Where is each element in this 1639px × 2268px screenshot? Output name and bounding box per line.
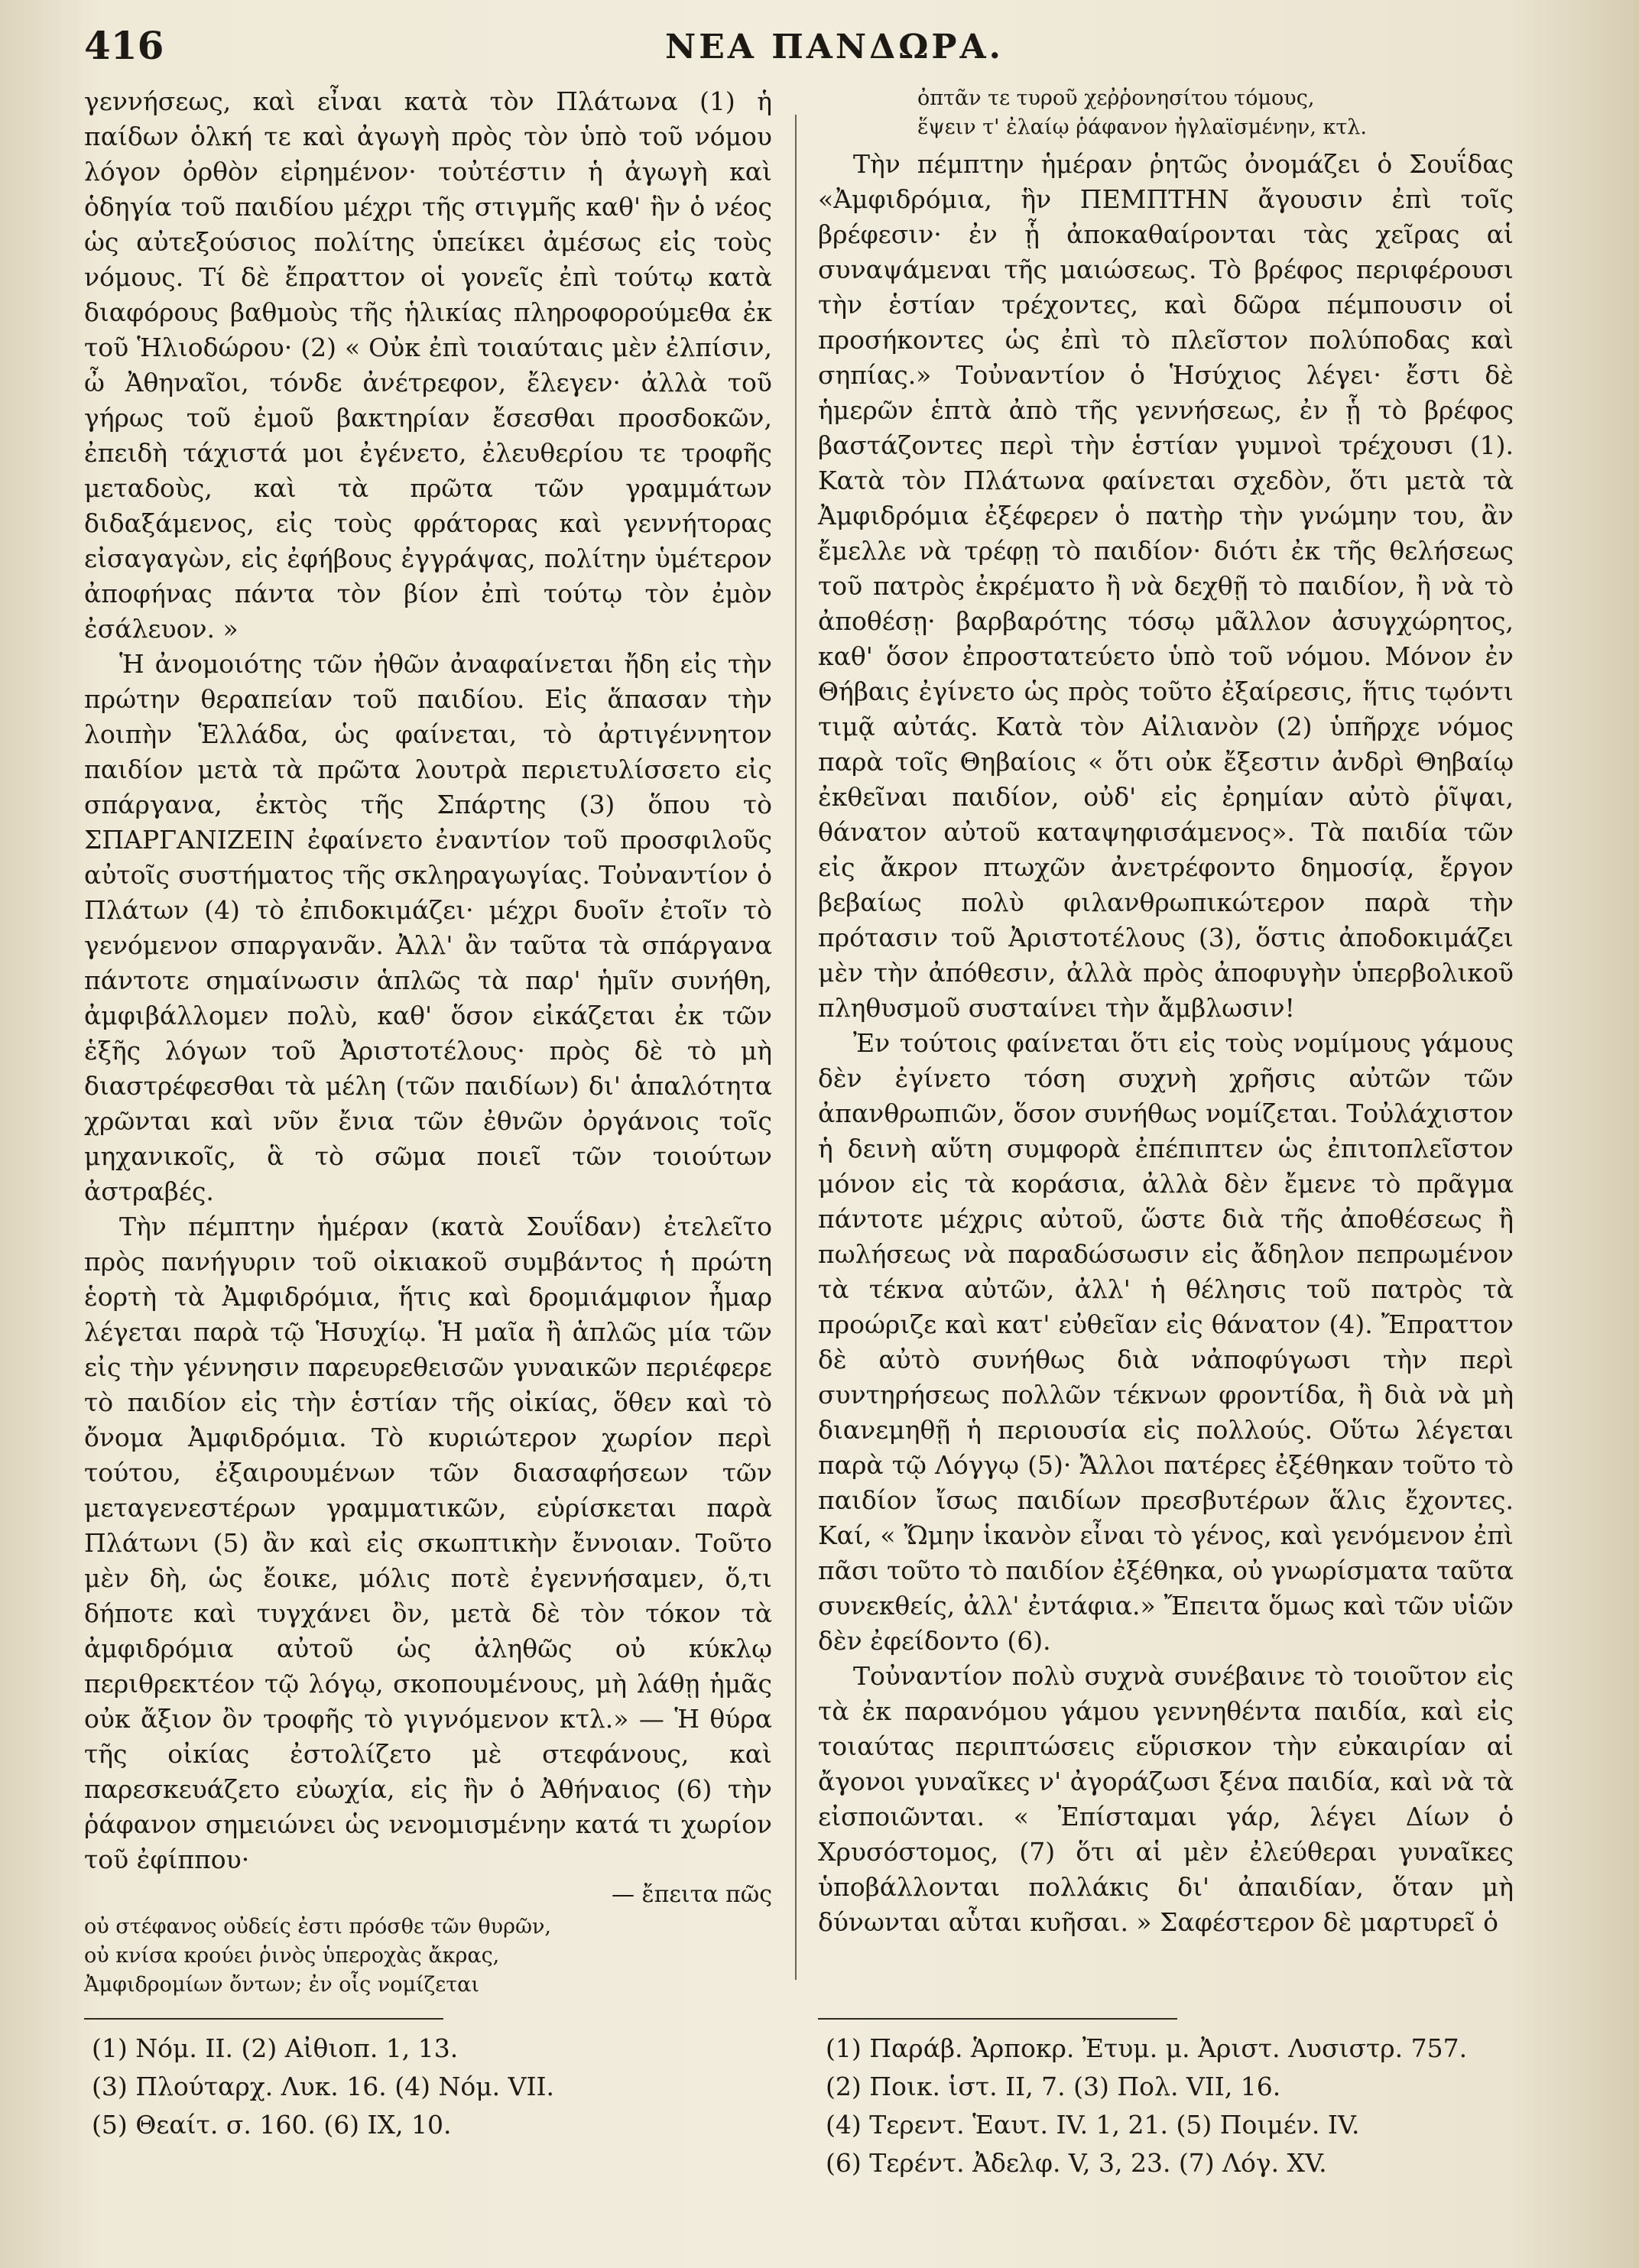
verse-line: ἕψειν τ' ἐλαίῳ ῥάφανον ἠγλαϊσμένην, κτλ. [917, 115, 1367, 139]
left-paragraph-3: Τὴν πέμπτην ἡμέραν (κατὰ Σουΐδαν) ἐτελεῖτο πρὸς πανήγυριν τοῦ οἰκιακοῦ συμβάντος ἡ πρώτη ἑορτὴ τὰ Ἀμφιδρόμια, ἥτις καὶ δρομιάμφιον ἦμαρ λέγεται παρὰ τῷ Ἡσυχίῳ. Ἡ μαῖα ἢ ἁπλῶς μία τῶν εἰς τὴν γέννησιν παρευρεθεισῶν γυναικῶν περιέφερε τὸ παιδίον εἰς τὴν ἑστίαν τῆς οἰκίας, ὅθεν καὶ τὸ ὄνομα Ἀμφιδρόμια. Τὸ κυριώτερον χωρίον περὶ τούτου, ἐξαιρουμένων τῶν διασαφήσεων τῶν μεταγενεστέρων γραμματικῶν, εὑρίσκεται παρὰ Πλάτωνι (5) ἂν καὶ εἰς σκωπτικὴν ἔννοιαν. Τοῦτο μὲν δὴ, ὡς ἔοικε, μόλις ποτὲ ἐγεννήσαμεν, ὅ,τι δήποτε καὶ τυγχάνει ὂν, μετὰ δὲ τὸν τόκον τὰ ἀμφιδρόμια αὐτοῦ ὡς ἀληθῶς οὐ κύκλῳ περιθρεκτέον τῷ λόγῳ, σκοπουμένους, μὴ λάθῃ ἡμᾶς οὐκ ἄξιον ὂν τροφῆς τὸ γιγνόμενον κτλ.» — Ἡ θύρα τῆς οἰκίας ἐστολίζετο μὲ στεφάνους, καὶ παρεσκευάζετο εὐωχία, εἰς ἣν ὁ Ἀθήναιος (6) τὴν ῥάφανον σημειώνει ὡς νενομισμένην κατά τι χωρίον τοῦ ἐφίππου· [84, 1212, 772, 1874]
footnote-rule [84, 2018, 443, 2020]
right-column [818, 84, 1514, 1972]
footnote-rule [818, 2018, 1177, 2020]
right-paragraph-3: Τοὐναντίον πολὺ συχνὰ συνέβαινε τὸ τοιοῦτον εἰς τὰ ἐκ παρανόμου γάμου γεννηθέντα παιδία, καὶ εἰς τοιαύτας περιπτώσεις εὕρισκον τὴν εὐκαιρίαν αἱ ἄγονοι γυναῖκες ν' ἀγοράζωσι ξένα παιδία, καὶ νὰ τὰ εἰσποιῶνται. « Ἐπίσταμαι γάρ, λέγει Δίων ὁ Χρυσόστομος, (7) ὅτι αἱ μὲν ἐλεύθεραι γυναῖκες ὑποβάλλονται πολλάκις δι' ἀπαιδίαν, ὅταν μὴ δύνωνται αὗται κυῆσαι. » Σαφέστερον δὲ μαρτυρεῖ ὁ [818, 1661, 1514, 1937]
footnote: (3) Πλούταρχ. Λυκ. 16. (4) Νόμ. VII. [92, 2072, 555, 2101]
footnote: (1) Παράβ. Ἁρποκρ. Ἐτυμ. μ. Ἀριστ. Λυσιστρ. 757. [826, 2033, 1468, 2063]
footnotes-left [92, 2030, 780, 2144]
verse-line: Ἀμφιδρομίων ὄντων; ἐν οἷς νομίζεται [84, 1973, 479, 1997]
page-header [84, 23, 1532, 72]
footnote: (2) Ποικ. ἱστ. ΙΙ, 7. (3) Πολ. VII, 16. [826, 2072, 1281, 2101]
page-number: 416 [84, 23, 164, 68]
verse-line: ὀπτᾶν τε τυροῦ χεῤῥονησίτου τόμους, [917, 86, 1315, 110]
footnote: (5) Θεαίτ. σ. 160. (6) IX, 10. [92, 2110, 452, 2140]
running-title: ΝΕΑ ΠΑΝΔΩΡΑ. [665, 28, 1004, 67]
verse-line: οὐ κνίσα κρούει ῥινὸς ὑπεροχὰς ἄκρας, [84, 1944, 500, 1968]
footnotes-right [826, 2030, 1514, 2182]
verse-lead: — ἔπειτα πῶς [611, 1881, 772, 1908]
verse-line: οὐ στέφανος οὐδείς ἐστι πρόσθε τῶν θυρῶν, [84, 1915, 551, 1939]
footnote: (6) Τερέντ. Ἀδελφ. V, 3, 23. (7) Λόγ. XV. [826, 2148, 1327, 2178]
column-divider [795, 115, 797, 1980]
right-paragraph-2: Ἐν τούτοις φαίνεται ὅτι εἰς τοὺς νομίμους γάμους δὲν ἐγίνετο τόση συχνὴ χρῆσις αὐτῶν τῶν ἀπανθρωπιῶν, ὅσον συνήθως νομίζεται. Τοὐλάχιστον ἡ δεινὴ αὕτη συμφορὰ ἐπέπιπτεν ὡς ἐπιτοπλεῖστον μόνον εἰς τὰ κοράσια, ἀλλὰ δὲν ἔμενε τὸ πρᾶγμα πάντοτε μέχρις αὐτοῦ, ὥστε διὰ τῆς ἀποθέσεως ἢ πωλήσεως νὰ παραδώσωσιν εἰς ἄδηλον πεπρωμένον τὰ τέκνα αὐτῶν, ἀλλ' ἡ θέλησις τοῦ πατρὸς τὰ προώριζε καὶ κατ' εὐθεῖαν εἰς θάνατον (4). Ἔπραττον δὲ αὐτὸ συνήθως διὰ νἀποφύγωσι τὴν περὶ συντηρήσεως πολλῶν τέκνων φροντίδα, ἢ διὰ νὰ μὴ διανεμηθῇ ἡ περιουσία εἰς πολλούς. Οὕτω λέγεται παρὰ τῷ Λόγγῳ (5)· Ἄλλοι πατέρες ἐξέθηκαν τοῦτο τὸ παιδίον ἴσως παιδίων πρεσβυτέρων ἅλις ἔχοντες. Καί, « Ὤμην ἱκανὸν εἶναι τὸ γένος, καὶ γενόμενον ἐπὶ πᾶσι τοῦτο τὸ παιδίον ἐξέθηκα, οὐ γνωρίσματα ταῦτα συνεκθείς, ἀλλ' ἐντάφια.» Ἔπειτα ὅμως καὶ τῶν υἱῶν δὲν ἐφείδοντο (6). [818, 1028, 1514, 1656]
right-paragraph-1: Τὴν πέμπτην ἡμέραν ῥητῶς ὀνομάζει ὁ Σουΐδας «Ἀμφιδρόμια, ἣν ΠΕΜΠΤΗΝ ἄγουσιν ἐπὶ τοῖς βρέφεσιν· ἐν ᾗ ἀποκαθαίρονται τὰς χεῖρας αἱ συναψάμεναι τῆς μαιώσεως. Τὸ βρέφος περιφέρουσι τὴν ἑστίαν τρέχοντες, καὶ δῶρα πέμπουσιν οἱ προσήκοντες ὡς ἐπὶ τὸ πλεῖστον πολύποδας καὶ σηπίας.» Τοὐναντίον ὁ Ἡσύχιος λέγει· ἔστι δὲ ἡμερῶν ἑπτὰ ἀπὸ τῆς γεννήσεως, ἐν ᾗ τὸ βρέφος βαστάζοντες περὶ τὴν ἑστίαν γυμνοὶ τρέχουσι (1). Κατὰ τὸν Πλάτωνα φαίνεται σχεδὸν, ὅτι μετὰ τὰ Ἀμφιδρόμια ἐξέφερεν ὁ πατὴρ τὴν γνώμην του, ἂν ἔμελλε νὰ τρέφῃ τὸ παιδίον· διότι ἐκ τῆς θελήσεως τοῦ πατρὸς ἐκρέματο ἢ νὰ δεχθῇ τὸ παιδίον, ἢ νὰ τὸ ἀποθέσῃ· βαρβαρότης τόσῳ μᾶλλον ἀσυγχώρητος, καθ' ὅσον ἐπροστατεύετο ὑπὸ τοῦ νόμου. Μόνον ἐν Θήβαις ἐγίνετο ὡς πρὸς τοῦτο ἐξαίρεσις, ἥτις τῳόντι τιμᾷ αὐτάς. Κατὰ τὸν Αἰλιανὸν (2) ὑπῆρχε νόμος παρὰ τοῖς Θηβαίοις « ὅτι οὐκ ἔξεστιν ἀνδρὶ Θηβαίῳ ἐκθεῖναι παιδίον, οὐδ' εἰς ἐρημίαν αὐτὸ ῥῖψαι, θάνατον αὐτοῦ καταψηφισάμενος». Τὰ παιδία τῶν εἰς ἄκρον πτωχῶν ἀνετρέφοντο δημοσίᾳ, ἔργον βεβαίως πολὺ φιλανθρωπικώτερον παρὰ τὴν πρότασιν τοῦ Ἀριστοτέλους (3), ὅστις ἀποδοκιμάζει μὲν τὴν ἀπόθεσιν, ἀλλὰ πρὸς ἀποφυγὴν ὑπερβολικοῦ πληθυσμοῦ συσταίνει τὴν ἄμβλωσιν! [818, 149, 1514, 1023]
left-paragraph-1: γεννήσεως, καὶ εἶναι κατὰ τὸν Πλάτωνα (1) ἡ παίδων ὁλκή τε καὶ ἀγωγὴ πρὸς τὸν ὑπὸ τοῦ νόμου λόγον ὀρθὸν εἰρημένον· τοὐτέστιν ἡ ἀγωγὴ καὶ ὁδηγία τοῦ παιδίου μέχρι τῆς στιγμῆς καθ' ἣν ὁ νέος ὡς αὐτεξούσιος πολίτης ὑπείκει ἀμέσως εἰς τοὺς νόμους. Τί δὲ ἔπραττον οἱ γονεῖς ἐπὶ τούτῳ κατὰ διαφόρους βαθμοὺς τῆς ἡλικίας πληροφορούμεθα ἐκ τοῦ Ἡλιοδώρου· (2) « Οὐκ ἐπὶ τοιαύταις μὲν ἐλπίσιν, ὦ Ἀθηναῖοι, τόνδε ἀνέτρεφον, ἔλεγεν· ἀλλὰ τοῦ γήρως τοῦ ἐμοῦ βακτηρίαν ἔσεσθαι προσδοκῶν, ἐπειδὴ τάχιστά μοι ἐγένετο, ἐλευθερίου τε τροφῆς μεταδοὺς, καὶ τὰ πρῶτα τῶν γραμμάτων διδαξάμενος, εἰς τοὺς φράτορας καὶ γεννήτορας εἰσαγαγὼν, εἰς ἐφήβους ἐγγράψας, πολίτην ὑμέτερον ἀποφήνας πάντα τὸν βίον ἐπὶ τούτῳ τὸν ἐμὸν ἐσάλευον. » [84, 86, 772, 644]
footnote: (4) Τερεντ. Ἑαυτ. IV. 1, 21. (5) Ποιμέν. IV. [826, 2110, 1360, 2140]
left-column [84, 84, 772, 1997]
left-paragraph-2: Ἡ ἀνομοιότης τῶν ἠθῶν ἀναφαίνεται ἤδη εἰς τὴν πρώτην θεραπείαν τοῦ παιδίου. Εἰς ἅπασαν τὴν λοιπὴν Ἑλλάδα, ὡς φαίνεται, τὸ ἀρτιγέννητον παιδίον μετὰ τὰ πρῶτα λουτρὰ περιετυλίσσετο εἰς σπάργανα, ἐκτὸς τῆς Σπάρτης (3) ὅπου τὸ ΣΠΑΡΓΑΝΙΖΕΙΝ ἐφαίνετο ἐναντίον τοῦ προσφιλοῦς αὐτοῖς συστήματος τῆς σκληραγωγίας. Τοὐναντίον ὁ Πλάτων (4) τὸ ἐπιδοκιμάζει· μέχρι δυοῖν ἐτοῖν τὸ γενόμενον σπαργανᾶν. Ἀλλ' ἂν ταῦτα τὰ σπάργανα πάντοτε σημαίνωσιν ἁπλῶς τὰ παρ' ἡμῖν συνήθη, ἀμφιβάλλομεν πολὺ, καθ' ὅσον εἰκάζεται ἐκ τῶν ἑξῆς λόγων τοῦ Ἀριστοτέλους· πρὸς δὲ τὸ μὴ διαστρέφεσθαι τὰ μέλη (τῶν παιδίων) δι' ἁπαλότητα χρῶνται καὶ νῦν ἔνια τῶν ἐθνῶν ὀργάνοις τοῖς μηχανικοῖς, ἃ τὸ σῶμα ποιεῖ τῶν τοιούτων ἀστραβές. [84, 649, 772, 1206]
footnote: (1) Νόμ. ΙΙ. (2) Αἰθιοπ. 1, 13. [92, 2033, 459, 2063]
